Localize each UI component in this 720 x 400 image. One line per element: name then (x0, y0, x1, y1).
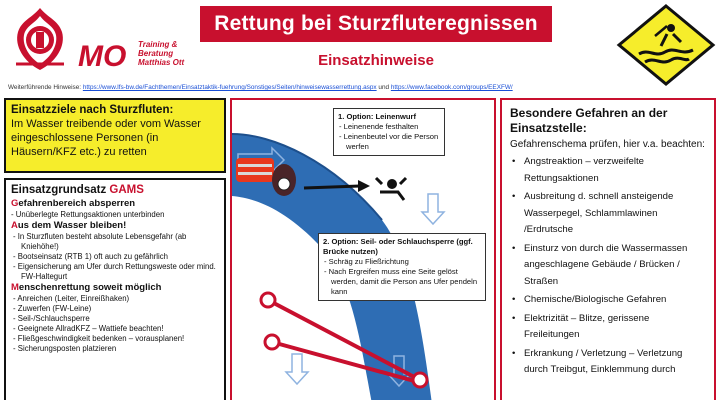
danger-item: • Elektrizität – Blitze, gerissene Freileitungen (510, 311, 706, 344)
link-lfs-bw[interactable]: https://www.lfs-bw.de/Fachthemen/Einsatztaktik-fuehrung/Sonstiges/Seiten/hinweisewasserrettung.aspx (82, 84, 377, 91)
link-facebook-group[interactable]: https://www.facebook.com/groups/EEXFW/ (390, 84, 513, 91)
gams-item: - Seil-/Schlauchsperre (13, 314, 90, 323)
brand-line: Training & (138, 40, 178, 49)
gams-item: - Fließgeschwindigkeit bedenken – vorausplanen! (13, 334, 185, 343)
mo-brand-logo-icon (76, 36, 138, 72)
gams-item: - Geeignete AllradKFZ – Wattiefe beachten! (13, 324, 164, 333)
dangers-title: Besondere Gefahren an der Einsatzstelle: (510, 106, 668, 135)
goal-title: Einsatzziele nach Sturzfluten: (11, 104, 174, 116)
gams-section-letter: A (11, 220, 18, 231)
logo-mo-text: MO (78, 40, 127, 72)
flow-direction-arrow-icon (422, 194, 444, 224)
brand-line: Beratung (138, 49, 174, 58)
gams-acronym: GAMS (109, 184, 144, 196)
goal-text: Im Wasser treibende oder vom Wasser eingeschlossene Personen (in Häusern/KFZ etc.) zu retten (11, 118, 201, 158)
danger-item: • Einsturz von durch die Wassermassen angeschlagene Gebäude / Brücken / Straßen (510, 241, 706, 291)
reference-links (8, 84, 568, 91)
option-1-title: 1. Option: Leinenwurf (338, 112, 417, 121)
drowning-person-icon (376, 178, 406, 200)
gams-section-heading (11, 220, 219, 232)
gams-section-letter: M (11, 282, 19, 293)
gams-section-heading (11, 198, 219, 210)
option-1-item: - Leinenende festhalten (339, 122, 419, 131)
links-prefix: Weiterführende Hinweise: (8, 84, 82, 91)
anchor-point (413, 373, 427, 387)
flood-warning-sign-icon (615, 4, 717, 86)
option-2-title: 2. Option: Seil- oder Schlauchsperre (ggf. Brücke nutzen) (323, 237, 473, 256)
gams-item: - Eigensicherung am Ufer durch Rettungsweste oder mind. FW-Haltegurt (13, 262, 216, 281)
page-subtitle: Einsatzhinweise (318, 52, 434, 69)
gams-section-rest: us dem Wasser bleiben! (17, 220, 127, 231)
option-2-callout (318, 233, 486, 301)
gams-principle-box (4, 178, 226, 400)
option-2-item: - Schräg zu Fließrichtung (324, 257, 409, 266)
gams-item: - Sicherungsposten platzieren (13, 344, 117, 353)
fire-department-emblem-icon (6, 4, 74, 76)
gams-item: - Bootseinsatz (RTB 1) oft auch zu gefährlich (13, 252, 169, 261)
gams-item: - Anreichen (Leiter, Einreißhaken) (13, 294, 130, 303)
gams-section-rest: efahrenbereich absperren (18, 198, 136, 209)
gams-item: - Unüberlegte Rettungsaktionen unterbinden (11, 210, 165, 219)
mission-goal-box (4, 98, 226, 173)
option-1-item: - Leinenbeutel vor die Person werfen (339, 132, 439, 151)
gams-item: - In Sturzfluten besteht absolute Lebensgefahr (ab Kniehöhe!) (13, 232, 187, 251)
danger-item: • Erkrankung / Verletzung – Verletzung durch Treibgut, Einklemmung durch (510, 346, 706, 379)
gams-title (11, 183, 219, 198)
anchor-point (261, 293, 275, 307)
option-2-item: - Nach Ergreifen muss eine Seite gelöst werden, damit die Person ans Ufer pendeln kann (324, 267, 478, 296)
flow-direction-arrow-icon (286, 354, 308, 384)
anchor-point (265, 335, 279, 349)
brand-line: Matthias Ott (138, 58, 185, 67)
special-dangers-box (500, 98, 716, 400)
links-joiner: und (378, 84, 390, 91)
dangers-intro: Gefahrenschema prüfen, hier v.a. beachten: (510, 139, 705, 150)
page-title: Rettung bei Sturzfluteregnissen (200, 6, 552, 42)
gams-section-letter: G (11, 198, 19, 209)
danger-item: • Angstreaktion – verzweifelte Rettungsaktionen (510, 154, 706, 187)
brand-name (138, 40, 184, 67)
danger-item: • Chemische/Biologische Gefahren (510, 292, 706, 309)
gams-section-rest: enschenrettung soweit möglich (18, 282, 162, 293)
gams-title-prefix: Einsatzgrundsatz (11, 184, 110, 196)
option-1-callout (333, 108, 445, 156)
danger-item: • Ausbreitung d. schnell ansteigende Wasserpegel, Schlammlawinen /Erdrutsche (510, 189, 706, 239)
gams-section-heading (11, 282, 219, 294)
dangers-list (510, 154, 706, 379)
gams-item: - Zuwerfen (FW-Leine) (13, 304, 92, 313)
